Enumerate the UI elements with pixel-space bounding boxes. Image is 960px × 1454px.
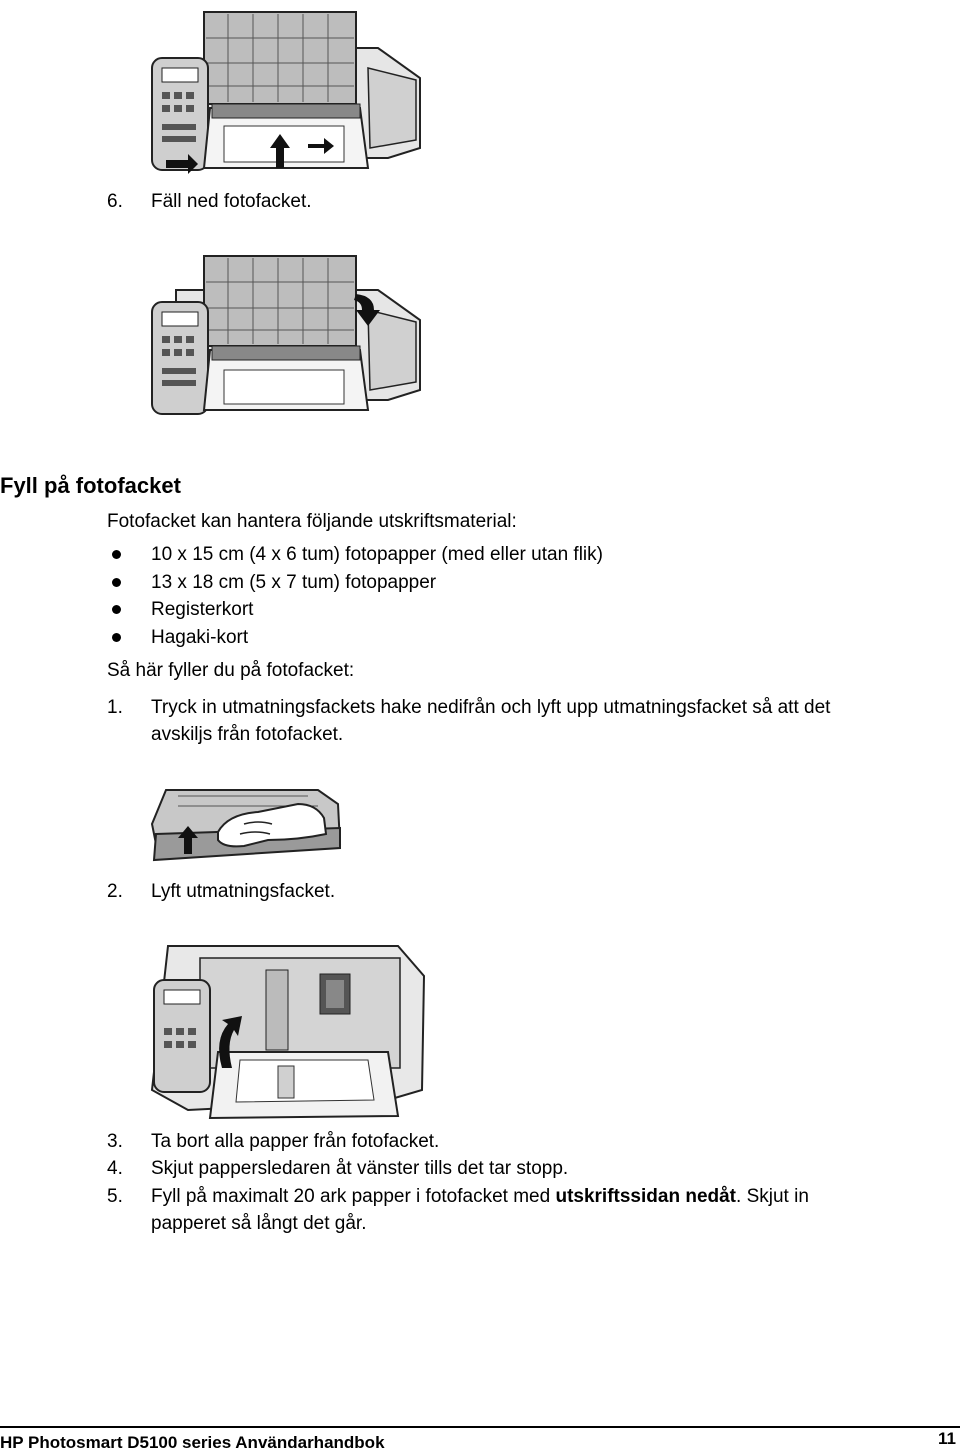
step-number: 4. — [107, 1158, 123, 1179]
list-item: 13 x 18 cm (5 x 7 tum) fotopapper — [151, 572, 437, 593]
step-text: Lyft utmatningsfacket. — [151, 881, 336, 902]
list-item: 10 x 15 cm (4 x 6 tum) fotopapper (med eller utan flik) — [151, 544, 603, 565]
step-text: Ta bort alla papper från fotofacket. — [151, 1131, 440, 1152]
bullet-icon — [112, 550, 121, 559]
intro-text: Fotofacket kan hantera följande utskriftsmaterial: — [107, 511, 517, 532]
howto-text: Så här fyller du på fotofacket: — [107, 660, 355, 681]
step-text: Tryck in utmatningsfackets hake nedifrån och lyft upp utmatningsfacket så att det — [151, 697, 831, 718]
footer-rule — [0, 1426, 960, 1428]
printer-illustration-1 — [148, 8, 426, 184]
section-heading: Fyll på fotofacket — [0, 473, 181, 498]
step-text-part: . Skjut in — [736, 1186, 809, 1207]
step-number: 3. — [107, 1131, 123, 1152]
step-text-part: Fyll på maximalt 20 ark papper i fotofacket med — [151, 1186, 556, 1207]
bullet-icon — [112, 633, 121, 642]
emphasis-text: utskriftssidan nedåt — [555, 1186, 737, 1207]
hand-illustration — [148, 784, 344, 868]
step-text-continued: avskiljs från fotofacket. — [151, 724, 344, 745]
step-number: 2. — [107, 881, 123, 902]
step-number: 1. — [107, 697, 123, 718]
step-number: 5. — [107, 1186, 123, 1207]
list-item: Registerkort — [151, 599, 254, 620]
step-text — [151, 1183, 809, 1210]
step-number: 6. — [107, 191, 123, 212]
step-text-continued: papperet så långt det går. — [151, 1213, 367, 1234]
bullet-icon — [112, 605, 121, 614]
bullet-icon — [112, 578, 121, 587]
printer-illustration-3 — [148, 940, 428, 1122]
list-item: Hagaki-kort — [151, 627, 249, 648]
printer-illustration-2 — [148, 250, 426, 424]
step-text: Fäll ned fotofacket. — [151, 191, 312, 212]
step-text: Skjut pappersledaren åt vänster tills det tar stopp. — [151, 1158, 569, 1179]
footer-title: HP Photosmart D5100 series Användarhandbok — [0, 1433, 385, 1452]
page-number: 11 — [938, 1429, 956, 1448]
